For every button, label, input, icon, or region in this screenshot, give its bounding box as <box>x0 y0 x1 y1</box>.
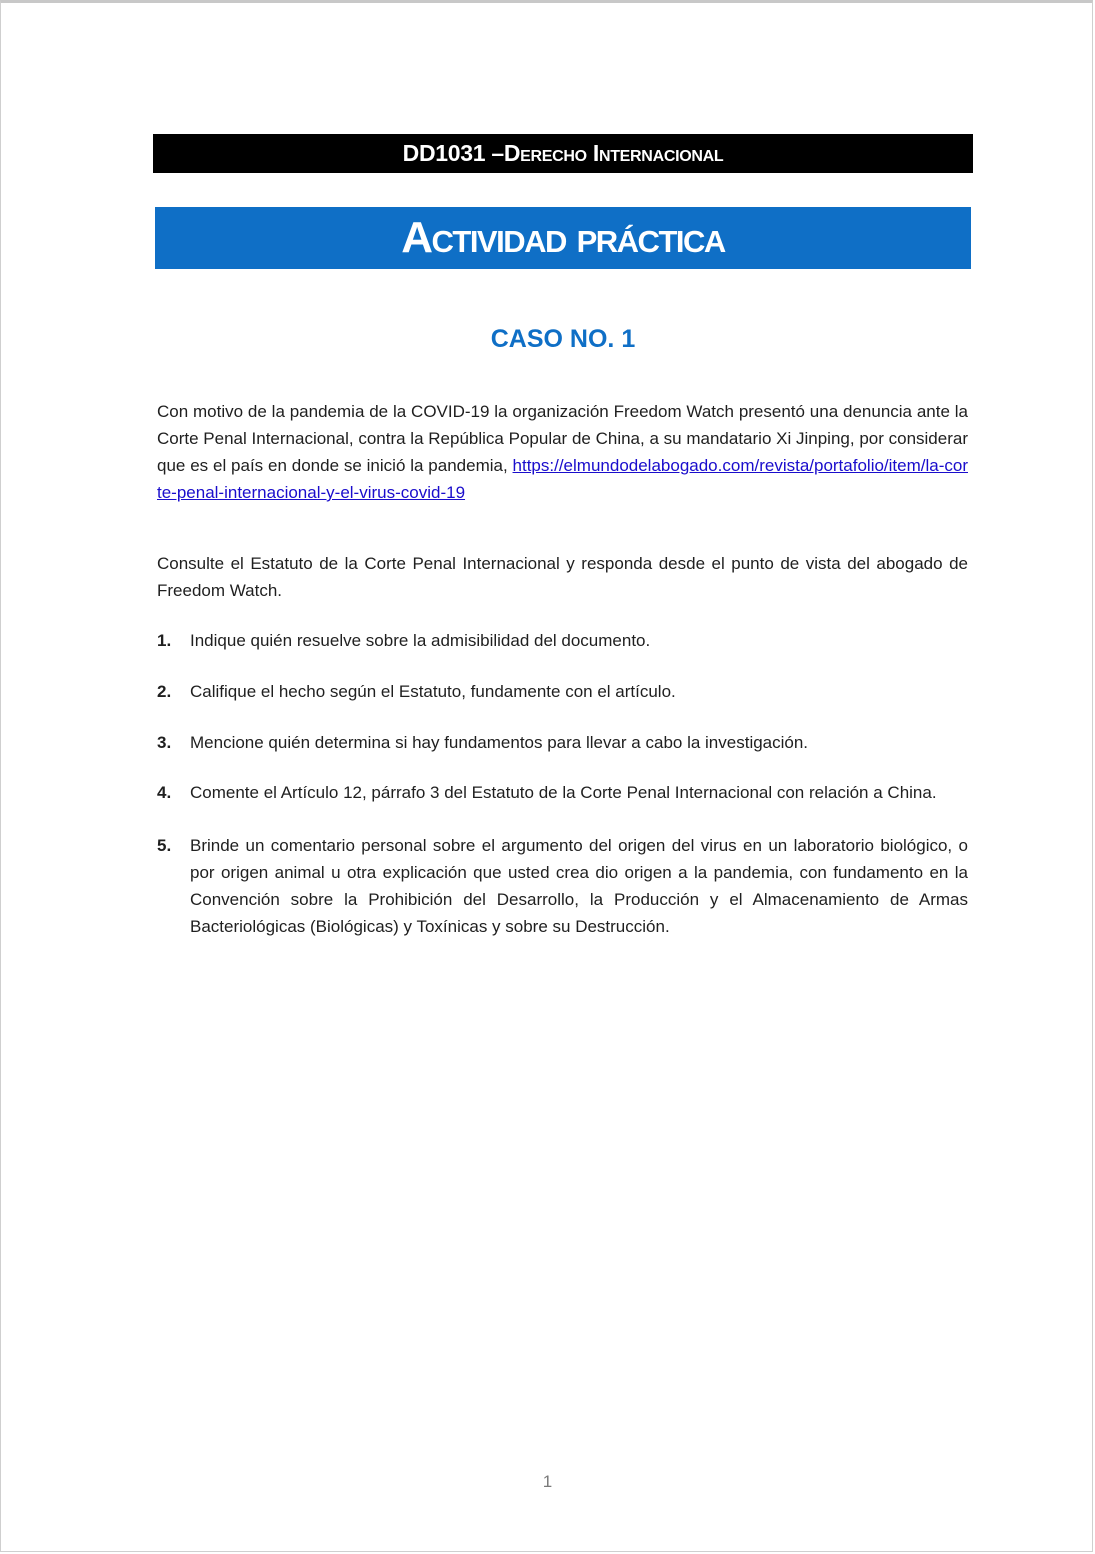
list-item <box>157 729 968 756</box>
intro-text: Con motivo de la pandemia de la COVID-19 la organización Freedom Watch presentó una denuncia ante la Corte Penal Internacional, contra la República Popular de China, a su mandatario Xi Jinping, por considerar que es el país en donde se inició la pandemia, <box>157 402 968 475</box>
questions-list <box>157 627 968 940</box>
list-item <box>157 678 968 705</box>
question-number: 4. <box>157 783 172 802</box>
question-number: 5. <box>157 836 172 855</box>
question-number: 1. <box>157 631 172 650</box>
question-text: Comente el Artículo 12, párrafo 3 del Estatuto de la Corte Penal Internacional con relación a China. <box>190 783 937 802</box>
course-code: DD1031 – <box>402 140 504 166</box>
course-header-bar <box>153 134 973 173</box>
instruction-paragraph: Consulte el Estatuto de la Corte Penal Internacional y responda desde el punto de vista del abogado de Freedom Watch. <box>157 554 968 600</box>
question-number: 2. <box>157 682 172 701</box>
intro-paragraph <box>157 398 968 506</box>
list-item <box>157 832 968 940</box>
question-text: Indique quién resuelve sobre la admisibilidad del documento. <box>190 631 651 650</box>
activity-title: Actividad práctica <box>401 213 725 262</box>
question-number: 3. <box>157 733 172 752</box>
activity-title-bar <box>155 207 971 269</box>
page-number: 1 <box>542 1472 553 1491</box>
question-text: Califique el hecho según el Estatuto, fundamente con el artículo. <box>190 682 676 701</box>
course-name: Derecho Internacional <box>503 140 724 166</box>
case-title: CASO NO. 1 <box>490 325 636 353</box>
list-item <box>157 779 968 806</box>
source-link[interactable]: https://elmundodelabogado.com/revista/portafolio/item/la-corte-penal-internacional-y-el-virus-covid-19 <box>157 456 968 502</box>
list-item <box>157 627 968 654</box>
question-text: Brinde un comentario personal sobre el argumento del origen del virus en un laboratorio biológico, o por origen animal u otra explicación que usted crea dio origen a la pandemia, con fundamento en la Convención sobre la Prohibición del Desarrollo, la Producción y el Almacenamiento de Armas Bacteriológicas (Biológicas) y Toxínicas y sobre su Destrucción. <box>190 836 968 936</box>
question-text: Mencione quién determina si hay fundamentos para llevar a cabo la investigación. <box>190 733 809 752</box>
